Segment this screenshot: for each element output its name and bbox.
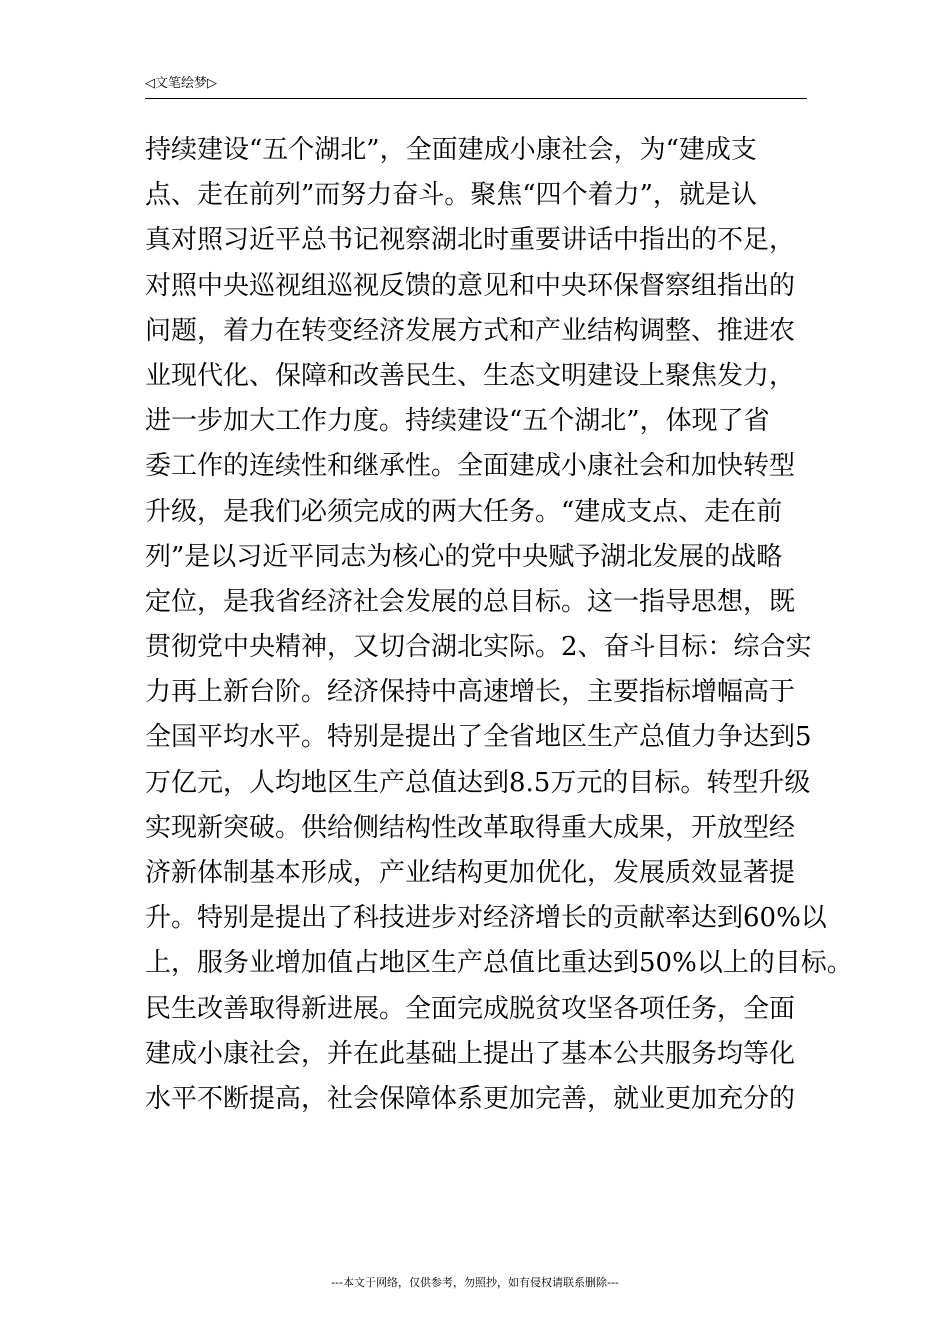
body-line: 持续建设“五个湖北”，全面建成小康社会，为“建成支 xyxy=(145,135,757,165)
body-line: 上，服务业增加值占地区生产总值比重达到50%以上的目标。 xyxy=(145,948,853,979)
body-line: 万亿元，人均地区生产总值达到8.5万元的目标。转型升级 xyxy=(145,767,811,798)
page-footer: ---本文于网络，仅供参考，勿照抄，如有侵权请联系删除--- xyxy=(331,1276,619,1289)
body-line: 委工作的连续性和继承性。全面建成小康社会和加快转型 xyxy=(145,451,796,482)
body-line: 业现代化、保障和改善民生、生态文明建设上聚焦发力， xyxy=(145,360,796,391)
body-line: 对照中央巡视组巡视反馈的意见和中央环保督察组指出的 xyxy=(145,270,796,301)
body-line: 实现新突破。供给侧结构性改革取得重大成果，开放型经 xyxy=(145,812,796,843)
document-body xyxy=(145,128,853,1122)
header-title: ◁文笔绘梦▷ xyxy=(145,76,217,91)
page-header xyxy=(145,74,807,99)
body-line: 全国平均水平。特别是提出了全省地区生产总值力争达到5 xyxy=(145,722,812,753)
body-line: 列”是以习近平同志为核心的党中央赋予湖北发展的战略 xyxy=(145,541,783,572)
body-line: 进一步加大工作力度。持续建设“五个湖北”，体现了省 xyxy=(145,406,770,437)
body-line: 定位，是我省经济社会发展的总目标。这一指导思想，既 xyxy=(145,586,796,617)
body-line: 点、走在前列”而努力奋斗。聚焦“四个着力”，就是认 xyxy=(145,180,757,211)
body-line: 力再上新台阶。经济保持中高速增长，主要指标增幅高于 xyxy=(145,677,796,708)
body-line: 水平不断提高，社会保障体系更加完善，就业更加充分的 xyxy=(145,1083,796,1114)
body-line: 问题，着力在转变经济发展方式和产业结构调整、推进农 xyxy=(145,315,796,346)
body-line: 贯彻党中央精神，又切合湖北实际。2、奋斗目标：综合实 xyxy=(145,632,812,663)
body-line: 升。特别是提出了科技进步对经济增长的贡献率达到60%以 xyxy=(145,903,827,934)
body-line: 民生改善取得新进展。全面完成脱贫攻坚各项任务，全面 xyxy=(145,993,796,1024)
body-line: 升级，是我们必须完成的两大任务。“建成支点、走在前 xyxy=(145,496,783,527)
body-line: 建成小康社会，并在此基础上提出了基本公共服务均等化 xyxy=(145,1038,796,1069)
body-line: 济新体制基本形成，产业结构更加优化，发展质效显著提 xyxy=(145,858,796,888)
body-line: 真对照习近平总书记视察湖北时重要讲话中指出的不足， xyxy=(145,225,796,256)
